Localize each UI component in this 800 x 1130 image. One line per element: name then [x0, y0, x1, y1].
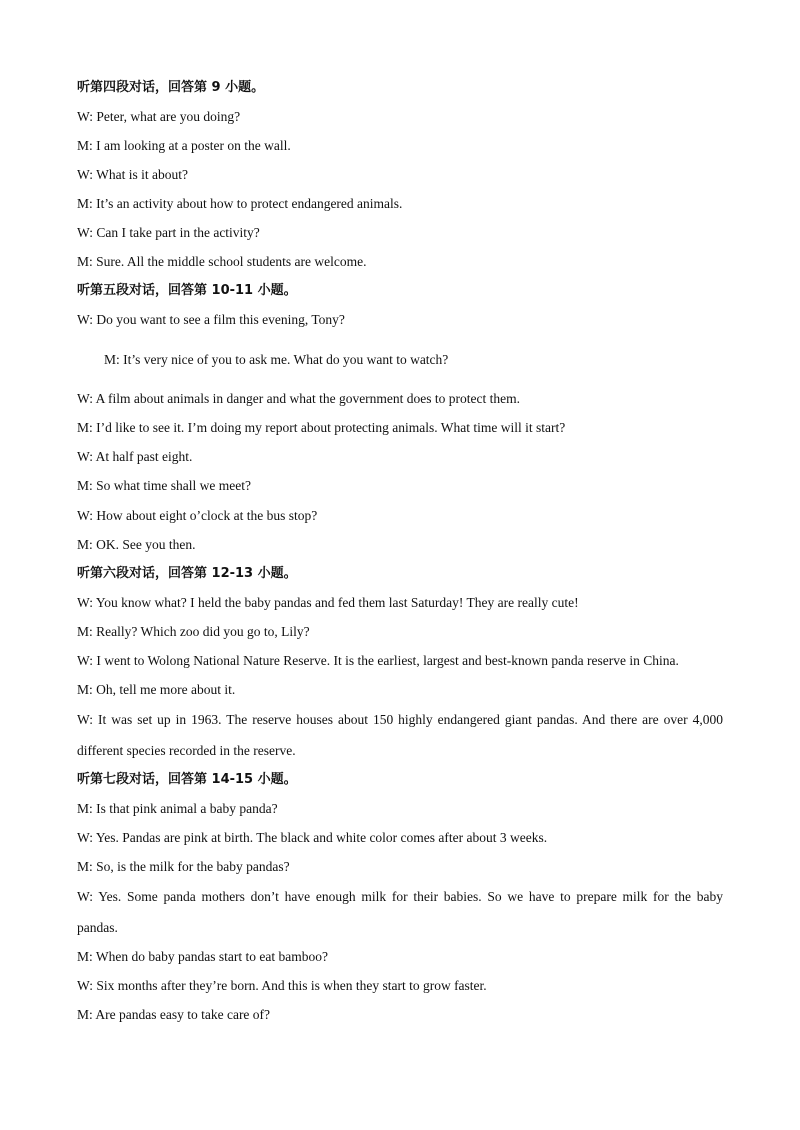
dialogue-line-continuation: pandas. — [77, 920, 118, 935]
dialogue-line: M: Really? Which zoo did you go to, Lily? — [77, 624, 310, 639]
dialogue-line: W: Yes. Pandas are pink at birth. The black and white color comes after about 3 weeks. — [77, 830, 548, 845]
dialogue-line: M: Oh, tell me more about it. — [77, 682, 236, 697]
dialogue-line: M: It’s very nice of you to ask me. What do you want to watch? — [104, 352, 449, 367]
section-heading: 听第七段对话，回答第 14-15 小题。 — [77, 772, 297, 787]
dialogue-line: M: So, is the milk for the baby pandas? — [77, 859, 290, 874]
section-heading: 听第六段对话，回答第 12-13 小题。 — [77, 566, 297, 581]
dialogue-line: M: Are pandas easy to take care of? — [77, 1007, 271, 1022]
dialogue-line: M: I am looking at a poster on the wall. — [77, 138, 291, 153]
dialogue-line: M: OK. See you then. — [77, 537, 196, 552]
section-heading: 听第四段对话，回答第 9 小题。 — [77, 80, 265, 95]
dialogue-line: W: Yes. Some panda mothers don’t have enough milk for their babies. So we have to prepare milk for the baby — [77, 889, 723, 904]
dialogue-line: W: It was set up in 1963. The reserve houses about 150 highly endangered giant pandas. And there are over 4,000 — [77, 712, 723, 727]
dialogue-line: M: It’s an activity about how to protect endangered animals. — [77, 196, 403, 211]
dialogue-line: W: At half past eight. — [77, 449, 193, 464]
dialogue-line: W: You know what? I held the baby pandas and fed them last Saturday! They are really cute! — [77, 595, 579, 610]
dialogue-line: W: What is it about? — [77, 167, 188, 182]
dialogue-line: W: I went to Wolong National Nature Reserve. It is the earliest, largest and best-known panda reserve in China. — [77, 653, 679, 668]
section-heading: 听第五段对话，回答第 10-11 小题。 — [77, 283, 297, 298]
dialogue-line: W: Six months after they’re born. And this is when they start to grow faster. — [77, 978, 487, 993]
dialogue-line: M: I’d like to see it. I’m doing my report about protecting animals. What time will it start? — [77, 420, 566, 435]
dialogue-line: M: Sure. All the middle school students are welcome. — [77, 254, 367, 269]
dialogue-line: W: Do you want to see a film this evening, Tony? — [77, 312, 345, 327]
dialogue-line-continuation: different species recorded in the reserve. — [77, 743, 296, 758]
dialogue-line: W: A film about animals in danger and what the government does to protect them. — [77, 391, 521, 406]
dialogue-line: M: So what time shall we meet? — [77, 478, 251, 493]
dialogue-line: W: Peter, what are you doing? — [77, 109, 241, 124]
dialogue-line: M: When do baby pandas start to eat bamboo? — [77, 949, 328, 964]
dialogue-line: M: Is that pink animal a baby panda? — [77, 801, 278, 816]
dialogue-line: W: How about eight o’clock at the bus stop? — [77, 508, 318, 523]
dialogue-line: W: Can I take part in the activity? — [77, 225, 260, 240]
